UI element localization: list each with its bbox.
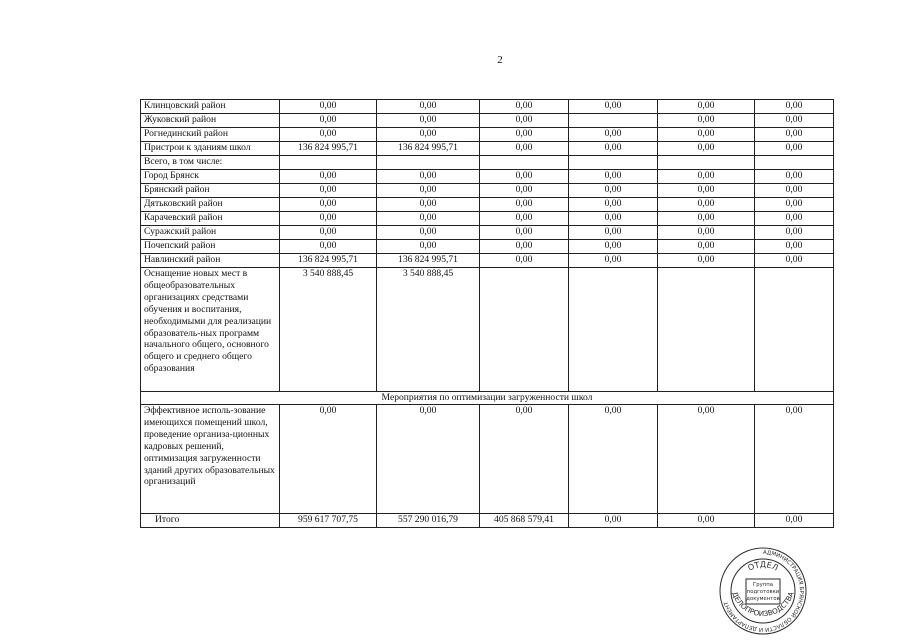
section-header: Мероприятия по оптимизации загруженности школ bbox=[141, 392, 834, 405]
row-label: Эффективное исполь-зование имеющихся помещений школ, проведение организа-ционных кадровых решений, оптимизация загруженности зданий других образовательных организаций bbox=[141, 405, 280, 514]
amount-cell: 557 290 016,79 bbox=[377, 514, 480, 528]
amount-cell bbox=[377, 156, 480, 170]
seal-top-text: ОТДЕЛ bbox=[746, 560, 780, 573]
amount-cell: 0,00 bbox=[658, 184, 755, 198]
amount-cell bbox=[755, 156, 834, 170]
amount-cell: 0,00 bbox=[480, 405, 569, 514]
amount-cell: 0,00 bbox=[480, 100, 569, 114]
amount-cell: 0,00 bbox=[480, 114, 569, 128]
row-label: Город Брянск bbox=[141, 170, 280, 184]
amount-cell bbox=[480, 156, 569, 170]
amount-cell: 0,00 bbox=[755, 142, 834, 156]
amount-cell: 0,00 bbox=[755, 184, 834, 198]
row-label: Жуковский район bbox=[141, 114, 280, 128]
amount-cell: 136 824 995,71 bbox=[280, 142, 377, 156]
amount-cell: 0,00 bbox=[280, 128, 377, 142]
amount-cell: 0,00 bbox=[569, 100, 658, 114]
amount-cell: 0,00 bbox=[569, 240, 658, 254]
row-label: Брянский район bbox=[141, 184, 280, 198]
amount-cell bbox=[569, 156, 658, 170]
amount-cell: 0,00 bbox=[658, 240, 755, 254]
department-seal bbox=[708, 546, 818, 636]
table-row bbox=[141, 100, 834, 114]
amount-cell: 405 868 579,41 bbox=[480, 514, 569, 528]
amount-cell bbox=[755, 268, 834, 392]
seal-center-text: Группа bbox=[753, 582, 773, 588]
table-row bbox=[141, 156, 834, 170]
amount-cell: 0,00 bbox=[755, 100, 834, 114]
amount-cell: 0,00 bbox=[569, 170, 658, 184]
amount-cell: 0,00 bbox=[377, 114, 480, 128]
seal-center-text: подготовки bbox=[746, 589, 780, 595]
amount-cell: 0,00 bbox=[755, 198, 834, 212]
amount-cell bbox=[569, 114, 658, 128]
row-label: Всего, в том числе: bbox=[141, 156, 280, 170]
amount-cell: 0,00 bbox=[658, 212, 755, 226]
row-label: Оснащение новых мест в общеобразовательных организациях средствами обучения и воспитания, необходимыми для реализации образователь-ных программ начального общего, основного общего и среднего общего образования bbox=[141, 268, 280, 392]
amount-cell bbox=[658, 156, 755, 170]
page-number: 2 bbox=[497, 54, 503, 66]
amount-cell: 0,00 bbox=[377, 184, 480, 198]
amount-cell: 0,00 bbox=[377, 226, 480, 240]
amount-cell: 0,00 bbox=[755, 128, 834, 142]
amount-cell: 0,00 bbox=[480, 240, 569, 254]
amount-cell: 0,00 bbox=[280, 240, 377, 254]
amount-cell bbox=[658, 268, 755, 392]
amount-cell: 0,00 bbox=[569, 405, 658, 514]
amount-cell: 0,00 bbox=[280, 100, 377, 114]
amount-cell: 0,00 bbox=[480, 170, 569, 184]
row-label: Почепский район bbox=[141, 240, 280, 254]
amount-cell: 0,00 bbox=[569, 184, 658, 198]
table-row bbox=[141, 254, 834, 268]
row-label: Клинцовский район bbox=[141, 100, 280, 114]
amount-cell: 0,00 bbox=[280, 170, 377, 184]
row-label: Итого bbox=[141, 514, 280, 528]
amount-cell: 0,00 bbox=[377, 128, 480, 142]
amount-cell: 0,00 bbox=[658, 100, 755, 114]
amount-cell: 0,00 bbox=[480, 184, 569, 198]
row-label: Пристрои к зданиям школ bbox=[141, 142, 280, 156]
table-body bbox=[141, 100, 834, 528]
amount-cell: 3 540 888,45 bbox=[280, 268, 377, 392]
amount-cell: 0,00 bbox=[480, 226, 569, 240]
amount-cell: 0,00 bbox=[569, 254, 658, 268]
amount-cell: 0,00 bbox=[755, 170, 834, 184]
amount-cell: 0,00 bbox=[280, 198, 377, 212]
table-row bbox=[141, 212, 834, 226]
amount-cell: 0,00 bbox=[480, 142, 569, 156]
amount-cell: 0,00 bbox=[755, 405, 834, 514]
table-row bbox=[141, 240, 834, 254]
amount-cell: 0,00 bbox=[569, 212, 658, 226]
amount-cell: 0,00 bbox=[755, 212, 834, 226]
amount-cell: 0,00 bbox=[480, 128, 569, 142]
amount-cell: 0,00 bbox=[280, 226, 377, 240]
row-label: Суражский район bbox=[141, 226, 280, 240]
amount-cell: 0,00 bbox=[658, 114, 755, 128]
table-row bbox=[141, 114, 834, 128]
section-row bbox=[141, 392, 834, 405]
amount-cell: 0,00 bbox=[280, 405, 377, 514]
amount-cell: 0,00 bbox=[377, 198, 480, 212]
amount-cell: 0,00 bbox=[480, 254, 569, 268]
amount-cell: 0,00 bbox=[377, 212, 480, 226]
seal-bottom-text: ДЕЛОПРОИЗВОДСТВА bbox=[730, 590, 796, 619]
amount-cell: 0,00 bbox=[658, 514, 755, 528]
amount-cell: 0,00 bbox=[280, 212, 377, 226]
amount-cell: 3 540 888,45 bbox=[377, 268, 480, 392]
amount-cell: 0,00 bbox=[755, 114, 834, 128]
table-row bbox=[141, 184, 834, 198]
amount-cell: 0,00 bbox=[280, 184, 377, 198]
amount-cell: 959 617 707,75 bbox=[280, 514, 377, 528]
amount-cell: 0,00 bbox=[658, 170, 755, 184]
seal-center-text: документов bbox=[746, 596, 780, 602]
amount-cell: 0,00 bbox=[569, 142, 658, 156]
amount-cell bbox=[480, 268, 569, 392]
amount-cell: 0,00 bbox=[658, 405, 755, 514]
amount-cell: 0,00 bbox=[280, 114, 377, 128]
amount-cell: 0,00 bbox=[377, 405, 480, 514]
table-row bbox=[141, 142, 834, 156]
amount-cell: 0,00 bbox=[569, 514, 658, 528]
amount-cell: 0,00 bbox=[755, 254, 834, 268]
row-label: Дятьковский район bbox=[141, 198, 280, 212]
amount-cell: 0,00 bbox=[569, 128, 658, 142]
amount-cell: 0,00 bbox=[658, 198, 755, 212]
table-row bbox=[141, 198, 834, 212]
amount-cell: 0,00 bbox=[377, 170, 480, 184]
amount-cell: 0,00 bbox=[658, 254, 755, 268]
amount-cell: 0,00 bbox=[755, 514, 834, 528]
amount-cell: 0,00 bbox=[755, 240, 834, 254]
amount-cell: 136 824 995,71 bbox=[377, 142, 480, 156]
amount-cell: 0,00 bbox=[480, 212, 569, 226]
amount-cell: 0,00 bbox=[569, 226, 658, 240]
row-label: Навлинский район bbox=[141, 254, 280, 268]
amount-cell: 0,00 bbox=[658, 128, 755, 142]
budget-table bbox=[140, 99, 834, 528]
table-row bbox=[141, 405, 834, 514]
seal-ring-text: АДМИНИСТРАЦИЯ БРЯНСКОЙ ОБЛАСТИ И ДЕПАРТАМЕНТ bbox=[723, 549, 804, 633]
amount-cell: 0,00 bbox=[658, 142, 755, 156]
table-row bbox=[141, 226, 834, 240]
amount-cell: 136 824 995,71 bbox=[377, 254, 480, 268]
amount-cell: 0,00 bbox=[569, 198, 658, 212]
row-label: Рогнединский район bbox=[141, 128, 280, 142]
table-row bbox=[141, 268, 834, 392]
row-label: Карачевский район bbox=[141, 212, 280, 226]
amount-cell: 0,00 bbox=[377, 100, 480, 114]
amount-cell bbox=[280, 156, 377, 170]
table-row bbox=[141, 170, 834, 184]
amount-cell: 0,00 bbox=[755, 226, 834, 240]
table-row bbox=[141, 128, 834, 142]
amount-cell bbox=[569, 268, 658, 392]
amount-cell: 0,00 bbox=[377, 240, 480, 254]
amount-cell: 136 824 995,71 bbox=[280, 254, 377, 268]
amount-cell: 0,00 bbox=[658, 226, 755, 240]
total-row bbox=[141, 514, 834, 528]
amount-cell: 0,00 bbox=[480, 198, 569, 212]
